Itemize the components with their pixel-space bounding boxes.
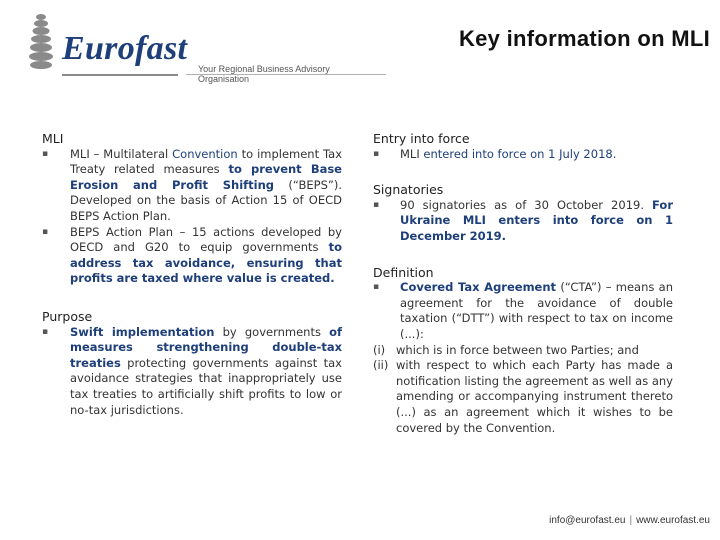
clause-marker: (i) [373,342,386,357]
signatories-lead: 90 signatories as of 30 October 2019. [400,197,653,212]
purpose-item [42,325,342,419]
signatories-item [373,198,673,245]
entry-heading: Entry into force [373,131,470,146]
footer-email-link[interactable]: info@eurofast.eu [549,515,626,526]
bullet-icon: ▪ [42,226,49,237]
footer-website-link[interactable]: www.eurofast.eu [636,515,710,526]
eurofast-logo [28,14,368,84]
clause-text: with respect to which each Party has made a notification listing the agreement as well as any amending or accompanying instrument thereto (...) as an agreement which it wishes to be covered by the Convention. [396,358,673,435]
left-column [42,131,342,418]
signatories-heading: Signatories [373,182,444,198]
footer-contact [549,515,710,526]
entry-highlight: entered into force on 1 July 2018. [423,146,617,161]
entry-item [373,147,673,163]
footer-separator: | [629,515,633,526]
definition-clause-ii [373,358,673,436]
bullet-icon: ▪ [42,326,49,337]
signatories-highlight: For Ukraine MLI enters into force on 1 December 2019. [400,197,673,243]
purpose-highlight-measures: of measures strengthening double-tax treaties [70,324,342,370]
definition-highlight: Covered Tax Agreement [400,280,557,295]
mli-item-tail: (“BEPS”). Developed on the basis of Action 15 of OECD BEPS Action Plan. [70,177,342,223]
definition-clause-i [373,343,673,359]
definition-item [373,280,673,342]
bullet-icon: ▪ [373,148,380,159]
mli-item-mid: to implement Tax Treaty related measures [70,146,342,177]
beps-item-highlight: to address tax avoidance, ensuring that profits are taxed where value is created. [70,240,342,286]
clause-text: which is in force between two Parties; and [396,342,639,357]
mli-heading: MLI [42,131,64,146]
entry-lead: MLI [400,146,424,161]
mli-item-highlight-beps: to prevent Base Erosion and Profit Shifting [70,162,342,192]
beps-item-lead: BEPS Action Plan – 15 actions developed by OECD and G20 to equip governments [70,224,342,255]
purpose-highlight-swift: Swift implementation [70,324,215,339]
definition-tail: (“CTA”) – means an agreement for the avoidance of double taxation (“DTT”) with respect to tax on income (...): [400,280,673,341]
bullet-icon: ▪ [373,282,380,293]
bullet-icon: ▪ [42,148,49,159]
mli-item-highlight-convention: Convention [172,146,238,161]
bullet-icon: ▪ [373,199,380,210]
purpose-heading: Purpose [42,308,93,324]
brand-name: Eurofast [62,30,188,67]
purpose-tail: protecting governments against tax avoidance strategies that inappropriately use tax treaties to artificially shift profits to low or no-tax jurisdictions. [70,355,342,417]
purpose-mid: by governments [214,324,330,339]
brand-tagline: Your Regional Business Advisory Organisation [198,64,330,84]
mli-item-convention [42,147,342,225]
mli-item-beps-action-plan [42,225,342,287]
mli-item-lead: MLI – Multilateral [70,146,173,161]
clause-marker: (ii) [373,358,389,373]
definition-heading: Definition [373,264,434,280]
slide-title: Key information on MLI [458,26,710,51]
brand-underline [62,74,178,76]
stacked-stones-icon [28,14,54,74]
right-column [373,131,673,436]
